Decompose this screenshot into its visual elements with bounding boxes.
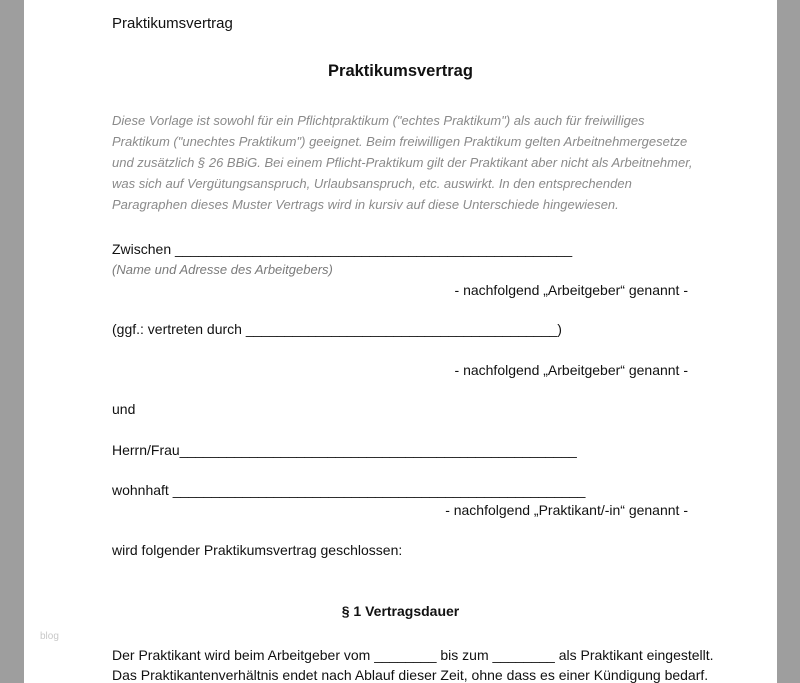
section-1-text-line: Das Praktikantenverhältnis endet nach Ablauf dieser Zeit, ohne dass es einer Kündigung bedarf. [112, 667, 709, 683]
intro-line: was sich auf Vergütungsanspruch, Urlaubsanspruch, etc. auswirkt. In den entsprechenden [112, 176, 632, 191]
watermark: blog [40, 631, 59, 642]
section-1-text-line: Der Praktikant wird beim Arbeitgeber vom ________ bis zum ________ als Praktikant eingestellt. [112, 647, 714, 663]
employer-hint: (Name und Adresse des Arbeitgebers) [112, 262, 333, 277]
employer-named-label-2: - nachfolgend „Arbeitgeber“ genannt - [454, 362, 688, 378]
and-text: und [112, 401, 136, 417]
document-header: Praktikumsvertrag [112, 15, 233, 32]
intern-named-label: - nachfolgend „Praktikant/-in“ genannt - [445, 502, 688, 518]
intro-line: Praktikum ("unechtes Praktikum") geeignet. Beim freiwilligen Praktikum gelten Arbeitnehmergesetze [112, 134, 688, 149]
section-1-heading: § 1 Vertragsdauer [341, 603, 460, 619]
intro-line: und zusätzlich § 26 BBiG. Bei einem Pflicht-Praktikum gilt der Praktikant aber nicht als Arbeitnehmer, [112, 155, 693, 170]
intern-address-line: wohnhaft _____________________________________________________ [112, 482, 586, 498]
employer-named-label: - nachfolgend „Arbeitgeber“ genannt - [454, 282, 688, 298]
intro-line: Paragraphen dieses Muster Vertrags wird in kursiv auf diese Unterschiede hingewiesen. [112, 197, 619, 212]
document-page [24, 0, 777, 683]
represented-by-line: (ggf.: vertreten durch ________________________________________) [112, 321, 562, 337]
contract-concluded-text: wird folgender Praktikumsvertrag geschlossen: [112, 542, 403, 558]
intro-line: Diese Vorlage ist sowohl für ein Pflichtpraktikum ("echtes Praktikum") als auch für freiwilliges [112, 113, 645, 128]
document-title: Praktikumsvertrag [328, 62, 473, 80]
intern-name-line: Herrn/Frau___________________________________________________ [112, 442, 577, 458]
party-employer-line: Zwischen ___________________________________________________ [112, 241, 573, 257]
